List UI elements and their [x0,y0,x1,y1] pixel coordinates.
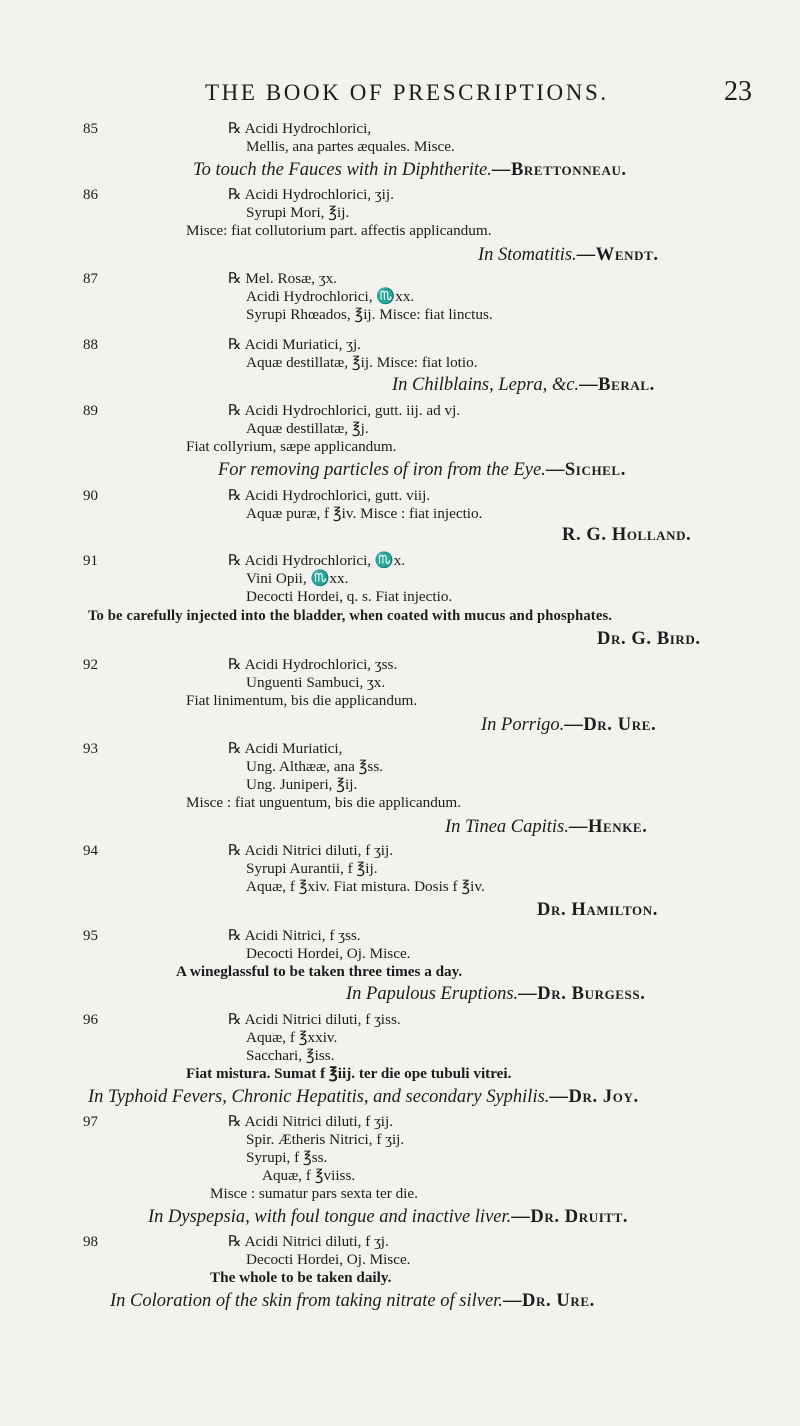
prescription-line: Ung. Juniperi, ℥ij. [246,776,358,793]
prescription-line: Ung. Althææ, ana ℥ss. [246,758,384,775]
author-name: Dr. G. Bird. [597,629,701,649]
prescription-number: 97 [83,1114,98,1130]
author-name: —Sichel. [545,460,626,480]
usage-caption [346,983,645,1005]
usage-text: In Typhoid Fevers, Chronic Hepatitis, and secondary Syphilis. [88,1087,550,1107]
usage-text: In Tinea Capitis. [445,817,569,837]
prescription-number: 94 [83,843,98,859]
prescription-line: ℞ Acidi Nitrici diluti, f ʒij. [228,1113,394,1130]
prescription-line: Aquæ, f ℥viiss. [262,1167,356,1184]
usage-text: In Porrigo. [481,715,565,735]
prescription-line: ℞ Acidi Nitrici diluti, f ʒj. [228,1233,389,1250]
prescription-line: Unguenti Sambuci, ʒx. [246,674,386,691]
prescription-number: 92 [83,657,98,673]
prescription-line: ℞ Acidi Hydrochlorici, [228,120,372,137]
usage-text: In Coloration of the skin from taking nitrate of silver. [110,1291,503,1311]
prescription-line: Decocti Hordei, q. s. Fiat injectio. [246,588,453,605]
author-name: —Henke. [568,817,648,837]
prescription-line: ℞ Acidi Hydrochlorici, ʒss. [228,656,398,673]
prescription-line: Aquæ destillatæ, ℥ij. Misce: fiat lotio. [246,354,478,371]
prescription-line: Syrupi, f ℥ss. [246,1149,328,1166]
prescription-number: 93 [83,741,98,757]
prescription-line: Syrupi Rhœados, ℥ij. Misce: fiat linctus. [246,306,493,323]
usage-caption [218,459,626,481]
prescription-line: Acidi Hydrochlorici, ♏xx. [246,288,415,305]
prescription-line: Aquæ destillatæ, ℥j. [246,420,369,437]
prescription-number: 98 [83,1234,98,1250]
prescription-line: The whole to be taken daily. [210,1269,392,1286]
usage-caption [481,714,656,736]
prescription-line: ℞ Acidi Hydrochlorici, gutt. viij. [228,487,431,504]
prescription-line: Vini Opii, ♏xx. [246,570,349,587]
prescription-line: Aquæ, f ℥xiv. Fiat mistura. Dosis f ℥iv. [246,878,485,895]
prescription-number: 91 [83,553,98,569]
prescription-line: Fiat linimentum, bis die applicandum. [186,692,418,709]
prescription-line: Misce : fiat unguentum, bis die applicandum. [186,794,462,811]
usage-caption [478,244,659,266]
usage-text: For removing particles of iron from the Eye. [218,460,546,480]
prescription-number: 95 [83,928,98,944]
prescription-line: Decocti Hordei, Oj. Misce. [246,1251,411,1268]
usage-caption [193,159,627,181]
prescription-line: Fiat mistura. Sumat f ℥iij. ter die ope tubuli vitrei. [186,1065,512,1082]
prescription-number: 85 [83,121,98,137]
prescription-line: ℞ Acidi Nitrici, f ʒss. [228,927,361,944]
usage-caption [88,1086,639,1108]
author-name: —Beral. [579,375,655,395]
page-number: 23 [724,76,752,107]
author-name: —Dr. Joy. [549,1087,639,1107]
prescription-line: Misce: fiat collutorium part. affectis applicandum. [186,222,492,239]
prescription-line: A wineglassful to be taken three times a day. [176,963,463,980]
prescription-line: ℞ Acidi Hydrochlorici, ♏x. [228,552,406,569]
prescription-number: 89 [83,403,98,419]
usage-text: In Dyspepsia, with foul tongue and inactive liver. [148,1207,512,1227]
author-name: —Dr. Ure. [564,715,657,735]
prescription-line: Mellis, ana partes æquales. Misce. [246,138,455,155]
prescription-line: Aquæ puræ, f ℥iv. Misce : fiat injectio. [246,505,483,522]
author-name: —Dr. Ure. [502,1291,595,1311]
prescription-line: Syrupi Aurantii, f ℥ij. [246,860,378,877]
usage-text: In Stomatitis. [478,245,577,265]
usage-caption [392,374,655,396]
author-name: —Wendt. [576,245,659,265]
author-name: Dr. Hamilton. [537,900,658,920]
prescription-line: To be carefully injected into the bladder, when coated with mucus and phosphates. [88,608,613,624]
author-name: —Dr. Druitt. [511,1207,629,1227]
usage-caption [148,1206,628,1228]
running-header: THE BOOK OF PRESCRIPTIONS. [205,80,609,105]
prescription-number: 88 [83,337,98,353]
prescription-line: ℞ Mel. Rosæ, ʒx. [228,270,337,287]
author-name: R. G. Holland. [562,525,692,545]
usage-caption [445,816,647,838]
prescription-line: ℞ Acidi Muriatici, [228,740,343,757]
usage-text: To touch the Fauces with in Diphtherite. [193,160,492,180]
prescription-line: Aquæ, f ℥xxiv. [246,1029,338,1046]
prescription-number: 86 [83,187,98,203]
prescription-line: ℞ Acidi Muriatici, ʒj. [228,336,361,353]
usage-caption [110,1290,595,1312]
prescription-line: Decocti Hordei, Oj. Misce. [246,945,411,962]
prescription-number: 87 [83,271,98,287]
usage-text: In Papulous Eruptions. [346,984,519,1004]
prescription-line: Fiat collyrium, sæpe applicandum. [186,438,397,455]
prescription-line: ℞ Acidi Nitrici diluti, f ʒij. [228,842,394,859]
author-name: —Dr. Burgess. [518,984,646,1004]
prescription-line: Misce : sumatur pars sexta ter die. [210,1185,418,1202]
prescription-line: Sacchari, ℥iss. [246,1047,335,1064]
prescription-line: ℞ Acidi Hydrochlorici, ʒij. [228,186,394,203]
author-name: —Brettonneau. [491,160,627,180]
usage-text: In Chilblains, Lepra, &c. [392,375,580,395]
prescription-number: 90 [83,488,98,504]
prescription-line: Spir. Ætheris Nitrici, f ʒij. [246,1131,405,1148]
prescription-line: Syrupi Mori, ℥ij. [246,204,350,221]
prescription-line: ℞ Acidi Hydrochlorici, gutt. iij. ad vj. [228,402,461,419]
prescription-number: 96 [83,1012,98,1028]
prescription-line: ℞ Acidi Nitrici diluti, f ʒiss. [228,1011,401,1028]
